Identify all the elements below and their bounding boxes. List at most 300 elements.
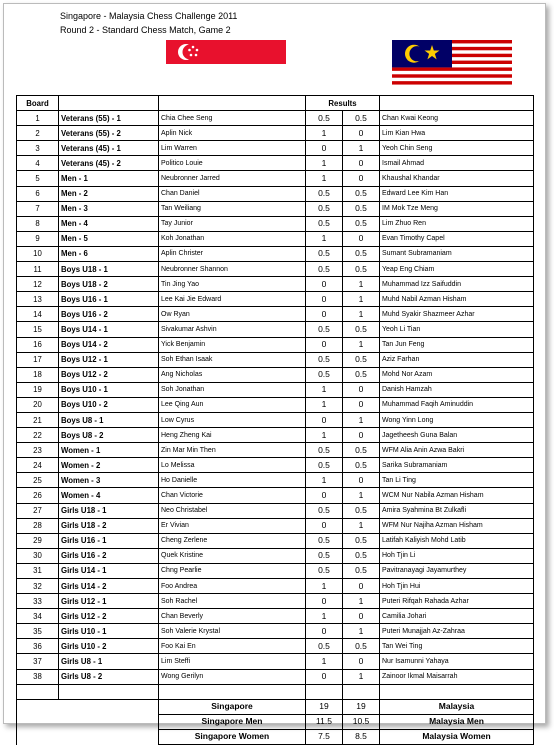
singapore-score: 0 xyxy=(306,594,343,609)
team-total-label: Singapore Men xyxy=(159,714,306,729)
malaysia-player: Danish Hamzah xyxy=(380,382,534,397)
table-row xyxy=(17,292,534,307)
singapore-player: Soh Rachel xyxy=(159,594,306,609)
totals-row xyxy=(17,699,534,714)
board-number: 24 xyxy=(17,458,59,473)
board-category: Girls U16 - 2 xyxy=(59,548,159,563)
table-row xyxy=(17,352,534,367)
malaysia-score: 0.5 xyxy=(343,246,380,261)
malaysia-player: Khaushal Khandar xyxy=(380,171,534,186)
board-category: Women - 4 xyxy=(59,488,159,503)
board-category: Men - 5 xyxy=(59,231,159,246)
singapore-player: Low Cyrus xyxy=(159,412,306,427)
board-category: Men - 1 xyxy=(59,171,159,186)
singapore-score: 0.5 xyxy=(306,246,343,261)
board-number: 34 xyxy=(17,609,59,624)
malaysia-score: 1 xyxy=(343,669,380,684)
singapore-score: 0 xyxy=(306,488,343,503)
table-row xyxy=(17,126,534,141)
board-number: 7 xyxy=(17,201,59,216)
malaysia-player: Lim Zhuo Ren xyxy=(380,216,534,231)
malaysia-player: Wong Yinn Long xyxy=(380,412,534,427)
board-category: Veterans (55) - 2 xyxy=(59,126,159,141)
singapore-score: 1 xyxy=(306,609,343,624)
team-total-label: Malaysia Men xyxy=(380,714,534,729)
empty-cell xyxy=(380,684,534,699)
singapore-total: 7.5 xyxy=(306,729,343,744)
malaysia-player: Lim Kian Hwa xyxy=(380,126,534,141)
table-row xyxy=(17,216,534,231)
singapore-score: 0.5 xyxy=(306,216,343,231)
malaysia-player: Muhd Syakir Shazmeer Azhar xyxy=(380,307,534,322)
board-column-header: Board xyxy=(17,96,59,111)
board-category: Men - 6 xyxy=(59,246,159,261)
board-category: Girls U18 - 2 xyxy=(59,518,159,533)
table-row xyxy=(17,518,534,533)
malaysia-score: 0.5 xyxy=(343,367,380,382)
malaysia-score: 0.5 xyxy=(343,533,380,548)
table-header-row xyxy=(17,96,534,111)
singapore-score: 0.5 xyxy=(306,458,343,473)
singapore-score: 0 xyxy=(306,277,343,292)
singapore-player: Chan Daniel xyxy=(159,186,306,201)
malaysia-total: 8.5 xyxy=(343,729,380,744)
singapore-total: 11.5 xyxy=(306,714,343,729)
table-row xyxy=(17,563,534,578)
board-number: 3 xyxy=(17,141,59,156)
empty-cell xyxy=(17,714,159,729)
table-row xyxy=(17,488,534,503)
malaysia-score: 0.5 xyxy=(343,443,380,458)
malaysia-score: 0.5 xyxy=(343,262,380,277)
malaysia-player: Puteri Munajjah Az-Zahraa xyxy=(380,624,534,639)
singapore-score: 0 xyxy=(306,292,343,307)
table-row xyxy=(17,111,534,126)
table-row xyxy=(17,669,534,684)
malaysia-score: 1 xyxy=(343,141,380,156)
board-category: Girls U8 - 2 xyxy=(59,669,159,684)
table-row xyxy=(17,201,534,216)
singapore-player-column-header xyxy=(159,96,306,111)
malaysia-player: Evan Timothy Capel xyxy=(380,231,534,246)
singapore-score: 1 xyxy=(306,126,343,141)
singapore-player: Lee Qing Aun xyxy=(159,397,306,412)
singapore-player: Chia Chee Seng xyxy=(159,111,306,126)
board-category: Veterans (45) - 2 xyxy=(59,156,159,171)
board-number: 23 xyxy=(17,443,59,458)
empty-cell xyxy=(159,684,306,699)
malaysia-player: Yeap Eng Chiam xyxy=(380,262,534,277)
malaysia-player: Mohd Nor Azam xyxy=(380,367,534,382)
malaysia-score: 0.5 xyxy=(343,186,380,201)
malaysia-score: 0 xyxy=(343,171,380,186)
malaysia-score: 1 xyxy=(343,307,380,322)
table-row xyxy=(17,322,534,337)
malaysia-score: 0.5 xyxy=(343,548,380,563)
table-row xyxy=(17,428,534,443)
singapore-score: 0 xyxy=(306,307,343,322)
team-total-label: Singapore Women xyxy=(159,729,306,744)
malaysia-score: 0.5 xyxy=(343,322,380,337)
singapore-score: 0.5 xyxy=(306,443,343,458)
singapore-player: Ho Danielle xyxy=(159,473,306,488)
malaysia-score: 1 xyxy=(343,488,380,503)
malaysia-player: Sarika Subramaniam xyxy=(380,458,534,473)
singapore-score: 0.5 xyxy=(306,503,343,518)
malaysia-flag xyxy=(392,40,512,88)
malaysia-score: 0 xyxy=(343,382,380,397)
table-row xyxy=(17,412,534,427)
board-category: Girls U8 - 1 xyxy=(59,654,159,669)
malaysia-score: 0 xyxy=(343,397,380,412)
malaysia-player: Hoh Tjin Hui xyxy=(380,579,534,594)
singapore-player: Chan Beverly xyxy=(159,609,306,624)
singapore-score: 1 xyxy=(306,397,343,412)
malaysia-player: Hoh Tjin Li xyxy=(380,548,534,563)
board-category: Girls U12 - 2 xyxy=(59,609,159,624)
malaysia-score: 0.5 xyxy=(343,352,380,367)
malaysia-score: 0.5 xyxy=(343,563,380,578)
category-column-header xyxy=(59,96,159,111)
board-category: Women - 3 xyxy=(59,473,159,488)
singapore-player: Koh Jonathan xyxy=(159,231,306,246)
board-number: 22 xyxy=(17,428,59,443)
malaysia-total: 19 xyxy=(343,699,380,714)
singapore-score: 1 xyxy=(306,156,343,171)
empty-cell xyxy=(17,699,159,714)
singapore-score: 0 xyxy=(306,337,343,352)
malaysia-score: 0 xyxy=(343,231,380,246)
table-row xyxy=(17,443,534,458)
singapore-score: 0.5 xyxy=(306,111,343,126)
team-total-label: Singapore xyxy=(159,699,306,714)
document-title: Singapore - Malaysia Chess Challenge 2011 xyxy=(60,11,238,21)
singapore-player: Aplin Christer xyxy=(159,246,306,261)
board-number: 4 xyxy=(17,156,59,171)
singapore-player: Lo Melissa xyxy=(159,458,306,473)
board-number: 36 xyxy=(17,639,59,654)
table-row xyxy=(17,503,534,518)
board-category: Veterans (55) - 1 xyxy=(59,111,159,126)
singapore-score: 1 xyxy=(306,654,343,669)
board-category: Women - 1 xyxy=(59,443,159,458)
board-category: Men - 3 xyxy=(59,201,159,216)
results-table xyxy=(16,95,534,745)
board-number: 38 xyxy=(17,669,59,684)
malaysia-score: 0 xyxy=(343,609,380,624)
singapore-player: Soh Jonathan xyxy=(159,382,306,397)
board-category: Boys U10 - 1 xyxy=(59,382,159,397)
board-category: Boys U10 - 2 xyxy=(59,397,159,412)
board-category: Girls U12 - 1 xyxy=(59,594,159,609)
board-number: 8 xyxy=(17,216,59,231)
table-row xyxy=(17,533,534,548)
board-number: 13 xyxy=(17,292,59,307)
empty-cell xyxy=(59,684,159,699)
table-row xyxy=(17,624,534,639)
malaysia-score: 1 xyxy=(343,292,380,307)
malaysia-player: Aziz Farhan xyxy=(380,352,534,367)
table-row xyxy=(17,262,534,277)
singapore-score: 0 xyxy=(306,669,343,684)
malaysia-player: Ismail Ahmad xyxy=(380,156,534,171)
board-number: 14 xyxy=(17,307,59,322)
board-category: Girls U14 - 1 xyxy=(59,563,159,578)
board-number: 17 xyxy=(17,352,59,367)
board-category: Boys U18 - 1 xyxy=(59,262,159,277)
team-total-label: Malaysia xyxy=(380,699,534,714)
board-number: 6 xyxy=(17,186,59,201)
malaysia-player: Camilia Johari xyxy=(380,609,534,624)
malaysia-score: 0.5 xyxy=(343,111,380,126)
malaysia-score: 0 xyxy=(343,579,380,594)
singapore-player: Neubronner Shannon xyxy=(159,262,306,277)
singapore-player: Aplin Nick xyxy=(159,126,306,141)
singapore-player: Foo Andrea xyxy=(159,579,306,594)
singapore-score: 0 xyxy=(306,518,343,533)
singapore-player: Politico Louie xyxy=(159,156,306,171)
malaysia-score: 0 xyxy=(343,654,380,669)
empty-cell xyxy=(343,684,380,699)
malaysia-player: Latifah Kaliyish Mohd Latib xyxy=(380,533,534,548)
board-number: 5 xyxy=(17,171,59,186)
malaysia-player: Muhammad Faqih Aminuddin xyxy=(380,397,534,412)
board-category: Boys U16 - 1 xyxy=(59,292,159,307)
empty-cell xyxy=(17,684,59,699)
table-row xyxy=(17,458,534,473)
singapore-score: 0.5 xyxy=(306,322,343,337)
singapore-player: Soh Ethan Isaak xyxy=(159,352,306,367)
table-row xyxy=(17,639,534,654)
board-category: Boys U8 - 1 xyxy=(59,412,159,427)
malaysia-score: 0.5 xyxy=(343,503,380,518)
board-number: 12 xyxy=(17,277,59,292)
board-number: 26 xyxy=(17,488,59,503)
malaysia-score: 1 xyxy=(343,412,380,427)
singapore-score: 0.5 xyxy=(306,262,343,277)
malaysia-score: 0.5 xyxy=(343,458,380,473)
singapore-score: 1 xyxy=(306,428,343,443)
malaysia-player: Muhd Nabil Azman Hisham xyxy=(380,292,534,307)
malaysia-player: Amira Syahmina Bt Zulkafli xyxy=(380,503,534,518)
malaysia-player: WCM Nur Nabila Azman Hisham xyxy=(380,488,534,503)
singapore-score: 0 xyxy=(306,412,343,427)
singapore-total: 19 xyxy=(306,699,343,714)
board-number: 20 xyxy=(17,397,59,412)
board-number: 28 xyxy=(17,518,59,533)
board-number: 30 xyxy=(17,548,59,563)
malaysia-player: Edward Lee Kim Han xyxy=(380,186,534,201)
singapore-player: Neubronner Jarred xyxy=(159,171,306,186)
board-category: Veterans (45) - 1 xyxy=(59,141,159,156)
singapore-player: Wong Gerilyn xyxy=(159,669,306,684)
singapore-player: Ow Ryan xyxy=(159,307,306,322)
results-column-header: Results xyxy=(306,96,380,111)
singapore-player: Cheng Zerlene xyxy=(159,533,306,548)
singapore-score: 0.5 xyxy=(306,563,343,578)
malaysia-score: 0 xyxy=(343,428,380,443)
document-subtitle: Round 2 - Standard Chess Match, Game 2 xyxy=(60,25,231,35)
singapore-score: 0.5 xyxy=(306,548,343,563)
singapore-score: 1 xyxy=(306,231,343,246)
table-row xyxy=(17,579,534,594)
board-number: 31 xyxy=(17,563,59,578)
singapore-score: 0 xyxy=(306,624,343,639)
table-row xyxy=(17,382,534,397)
singapore-player: Ang Nicholas xyxy=(159,367,306,382)
board-category: Boys U12 - 2 xyxy=(59,367,159,382)
table-row xyxy=(17,654,534,669)
board-number: 15 xyxy=(17,322,59,337)
singapore-score: 0.5 xyxy=(306,367,343,382)
malaysia-player: Muhammad Izz Saifuddin xyxy=(380,277,534,292)
malaysia-player: WFM Alia Anin Azwa Bakri xyxy=(380,443,534,458)
malaysia-score: 0 xyxy=(343,156,380,171)
board-number: 29 xyxy=(17,533,59,548)
board-number: 21 xyxy=(17,412,59,427)
board-category: Boys U14 - 1 xyxy=(59,322,159,337)
board-category: Girls U14 - 2 xyxy=(59,579,159,594)
board-number: 16 xyxy=(17,337,59,352)
malaysia-player: Tan Jun Feng xyxy=(380,337,534,352)
table-row xyxy=(17,186,534,201)
malaysia-player: Puteri Rifqah Rahada Azhar xyxy=(380,594,534,609)
totals-row xyxy=(17,729,534,744)
board-category: Girls U10 - 1 xyxy=(59,624,159,639)
malaysia-score: 1 xyxy=(343,277,380,292)
empty-cell xyxy=(17,729,159,744)
board-category: Boys U14 - 2 xyxy=(59,337,159,352)
board-category: Girls U16 - 1 xyxy=(59,533,159,548)
board-number: 10 xyxy=(17,246,59,261)
board-number: 27 xyxy=(17,503,59,518)
malaysia-player-column-header xyxy=(380,96,534,111)
table-row xyxy=(17,594,534,609)
singapore-score: 0.5 xyxy=(306,201,343,216)
table-row xyxy=(17,548,534,563)
board-number: 35 xyxy=(17,624,59,639)
table-row xyxy=(17,171,534,186)
malaysia-player: Nur Isamunni Yahaya xyxy=(380,654,534,669)
malaysia-total: 10.5 xyxy=(343,714,380,729)
totals-row xyxy=(17,714,534,729)
board-number: 37 xyxy=(17,654,59,669)
table-row xyxy=(17,473,534,488)
malaysia-score: 0.5 xyxy=(343,201,380,216)
singapore-score: 0.5 xyxy=(306,639,343,654)
board-number: 2 xyxy=(17,126,59,141)
board-number: 19 xyxy=(17,382,59,397)
malaysia-player: Tan Li Ting xyxy=(380,473,534,488)
malaysia-player: Jagetheesh Guna Balan xyxy=(380,428,534,443)
table-row xyxy=(17,609,534,624)
singapore-player: Yick Benjamin xyxy=(159,337,306,352)
malaysia-player: Tan Wei Ting xyxy=(380,639,534,654)
board-category: Boys U8 - 2 xyxy=(59,428,159,443)
singapore-player: Tin Jing Yao xyxy=(159,277,306,292)
singapore-player: Soh Valerie Krystal xyxy=(159,624,306,639)
table-row xyxy=(17,246,534,261)
singapore-score: 1 xyxy=(306,171,343,186)
board-number: 25 xyxy=(17,473,59,488)
malaysia-player: WFM Nur Najiha Azman Hisham xyxy=(380,518,534,533)
table-row xyxy=(17,307,534,322)
board-number: 18 xyxy=(17,367,59,382)
malaysia-player: Pavitranayagi Jayamurthey xyxy=(380,563,534,578)
malaysia-score: 0.5 xyxy=(343,639,380,654)
malaysia-score: 1 xyxy=(343,518,380,533)
board-number: 32 xyxy=(17,579,59,594)
board-category: Boys U16 - 2 xyxy=(59,307,159,322)
singapore-player: Zin Mar Min Then xyxy=(159,443,306,458)
board-category: Women - 2 xyxy=(59,458,159,473)
singapore-player: Lim Warren xyxy=(159,141,306,156)
malaysia-player: IM Mok Tze Meng xyxy=(380,201,534,216)
table-row xyxy=(17,337,534,352)
singapore-score: 1 xyxy=(306,382,343,397)
singapore-player: Lee Kai Jie Edward xyxy=(159,292,306,307)
board-category: Men - 2 xyxy=(59,186,159,201)
malaysia-player: Sumant Subramaniam xyxy=(380,246,534,261)
board-number: 33 xyxy=(17,594,59,609)
singapore-player: Heng Zheng Kai xyxy=(159,428,306,443)
board-category: Girls U10 - 2 xyxy=(59,639,159,654)
board-number: 9 xyxy=(17,231,59,246)
singapore-score: 0.5 xyxy=(306,186,343,201)
board-number: 1 xyxy=(17,111,59,126)
malaysia-score: 1 xyxy=(343,337,380,352)
singapore-player: Lim Steffi xyxy=(159,654,306,669)
malaysia-score: 0.5 xyxy=(343,216,380,231)
table-row xyxy=(17,231,534,246)
document-page xyxy=(3,3,546,742)
board-category: Boys U12 - 1 xyxy=(59,352,159,367)
table-row xyxy=(17,156,534,171)
board-category: Men - 4 xyxy=(59,216,159,231)
malaysia-player: Yeoh Li Tian xyxy=(380,322,534,337)
table-row xyxy=(17,141,534,156)
singapore-player: Foo Kai En xyxy=(159,639,306,654)
spacer-row xyxy=(17,684,534,699)
singapore-player: Quek Kristine xyxy=(159,548,306,563)
singapore-player: Sivakumar Ashvin xyxy=(159,322,306,337)
team-total-label: Malaysia Women xyxy=(380,729,534,744)
singapore-score: 1 xyxy=(306,579,343,594)
singapore-player: Er Vivian xyxy=(159,518,306,533)
malaysia-player: Yeoh Chin Seng xyxy=(380,141,534,156)
board-category: Girls U18 - 1 xyxy=(59,503,159,518)
singapore-score: 0.5 xyxy=(306,533,343,548)
singapore-player: Tay Junior xyxy=(159,216,306,231)
board-number: 11 xyxy=(17,262,59,277)
malaysia-score: 1 xyxy=(343,624,380,639)
board-category: Boys U18 - 2 xyxy=(59,277,159,292)
malaysia-score: 0 xyxy=(343,126,380,141)
singapore-player: Neo Christabel xyxy=(159,503,306,518)
malaysia-score: 1 xyxy=(343,594,380,609)
singapore-player: Chan Victorie xyxy=(159,488,306,503)
singapore-player: Chng Pearlie xyxy=(159,563,306,578)
singapore-score: 1 xyxy=(306,473,343,488)
malaysia-player: Zainoor Ikmal Maisarrah xyxy=(380,669,534,684)
malaysia-score: 0 xyxy=(343,473,380,488)
singapore-player: Tan Weiliang xyxy=(159,201,306,216)
singapore-score: 0.5 xyxy=(306,352,343,367)
table-row xyxy=(17,367,534,382)
table-row xyxy=(17,397,534,412)
empty-cell xyxy=(306,684,343,699)
malaysia-player: Chan Kwai Keong xyxy=(380,111,534,126)
